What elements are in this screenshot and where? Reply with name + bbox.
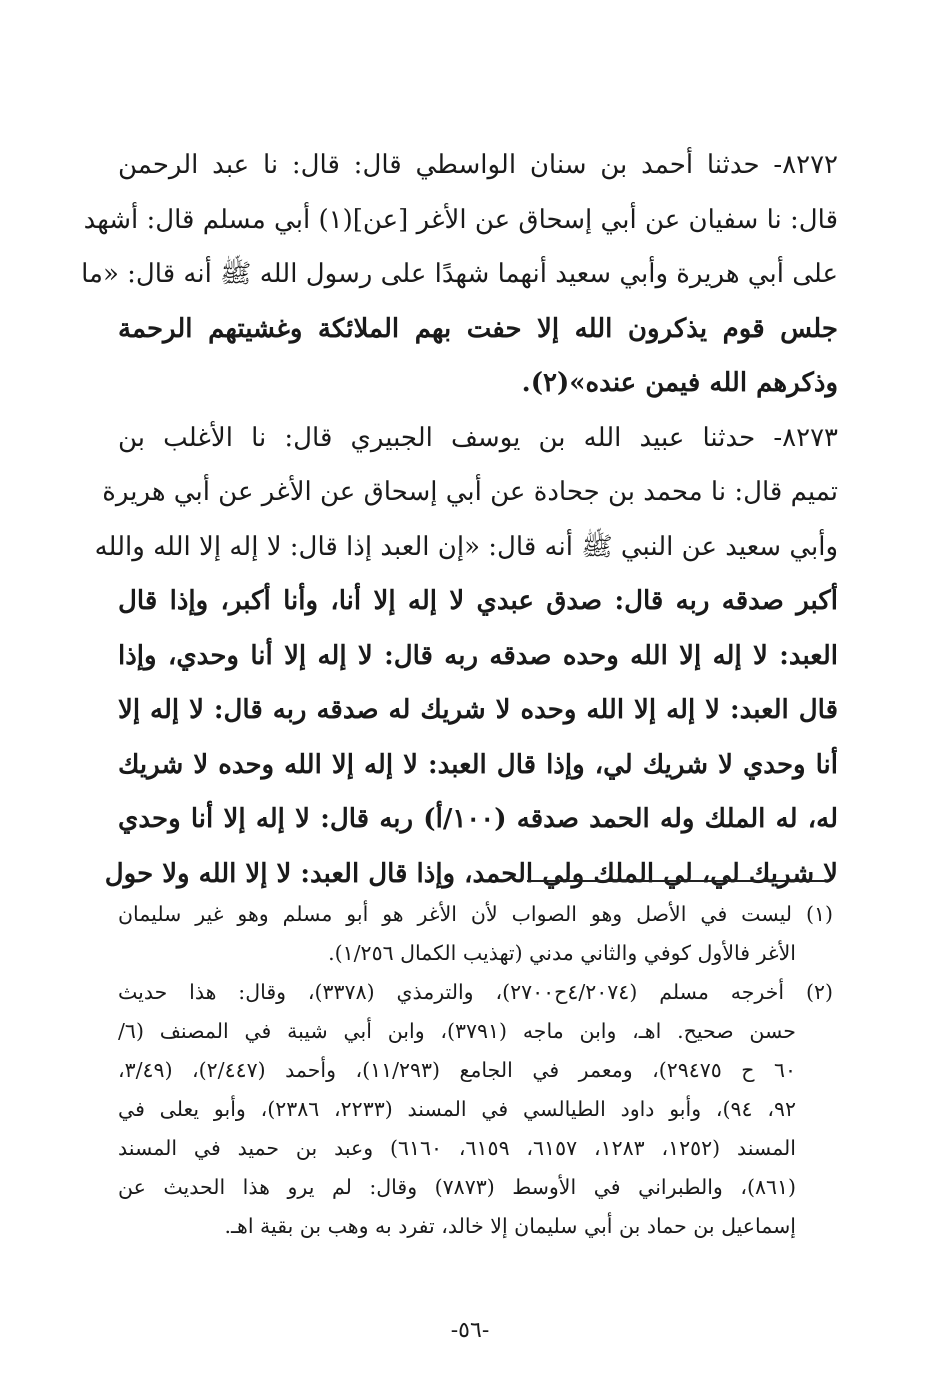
footnote-line: الأغر فالأول كوفي والثاني مدني (تهذيب الكمال ١/٢٥٦). (328, 941, 796, 965)
text-line: العبد: لا إله إلا الله وحده صدقه ربه قال: لا إله إلا أنا وحدي، وإذا (118, 640, 838, 671)
footnote-line: (٢) أخرجه مسلم (٤/٢٠٧٤ح٢٧٠٠)، والترمذي (٣٣٧٨)، وقال: هذا حديث (118, 980, 834, 1004)
text-line: جلس قوم يذكرون الله إلا حفت بهم الملائكة وغشيتهم الرحمة (118, 313, 838, 344)
text-line: تميم قال: نا محمد بن جحادة عن أبي إسحاق عن الأغر عن أبي هريرة (102, 477, 838, 507)
footnote-divider (527, 880, 827, 882)
footnote-line: (٨٦١)، والطبراني في الأوسط (٧٨٧٣) وقال: لم يرو هذا الحديث عن (118, 1175, 796, 1199)
footnotes (118, 895, 833, 1246)
text-line: وذكرهم الله فيمن عنده»(٢). (521, 368, 838, 398)
text-line: وأبي سعيد عن النبي ﷺ أنه قال: «إن العبد إذا قال: لا إله إلا الله والله (94, 531, 838, 562)
text-line: له، له الملك وله الحمد صدقه (١٠٠/أ) ربه قال: لا إله إلا أنا وحدي (118, 804, 838, 834)
footnote-line: حسن صحيح. اهـ، وابن ماجه (٣٧٩١)، وابن أبي شيبة في المصنف (٦/ (118, 1019, 796, 1043)
hadith-8273 (94, 411, 838, 902)
footnote-line: ٩٢، ٩٤)، وأبو داود الطيالسي في المسند (٢٢٣٣، ٢٣٨٦)، وأبو يعلى في (118, 1097, 796, 1121)
text-line: لا شريك لي، لي الملك ولي الحمد، وإذا قال العبد: لا إلا الله ولا حول (104, 858, 838, 889)
text-line: قال: نا سفيان عن أبي إسحاق عن الأغر [عن](١) أبي مسلم قال: أشهد (83, 204, 838, 235)
main-text (81, 138, 838, 901)
page-number: -٥٦- (450, 1318, 490, 1343)
footnote-1 (118, 895, 833, 973)
text-line: على أبي هريرة وأبي سعيد أنهما شهدًا على رسول الله ﷺ أنه قال: «ما (81, 259, 838, 289)
hadith-8272 (81, 138, 838, 411)
text-line: ٨٢٧٣- حدثنا عبيد الله بن يوسف الجبيري قال: نا الأغلب بن (118, 422, 838, 453)
text-line: أنا وحدي لا شريك لي، وإذا قال العبد: لا إله إلا الله وحده لا شريك (118, 749, 838, 780)
text-line: ٨٢٧٢- حدثنا أحمد بن سنان الواسطي قال: قال: نا عبد الرحمن (118, 150, 838, 180)
footnote-line: إسماعيل بن حماد بن أبي سليمان إلا خالد، تفرد به وهب بن بقية اهـ. (224, 1214, 796, 1238)
footnote-line: (١) ليست في الأصل وهو الصواب لأن الأغر هو أبو مسلم وهو غير سليمان (118, 902, 833, 926)
text-line: قال العبد: لا إله إلا الله وحده لا شريك له صدقه ربه قال: لا إله إلا (118, 695, 838, 725)
text-line: أكبر صدقه ربه قال: صدق عبدي لا إله إلا أنا، وأنا أكبر، وإذا قال (118, 586, 838, 616)
footnote-2 (118, 973, 833, 1246)
footnote-line: ٦٠ ح ٢٩٤٧٥)، ومعمر في الجامع (١١/٢٩٣)، وأحمد (٢/٤٤٧)، (٣/٤٩، (118, 1058, 796, 1082)
footnote-line: المسند (١٢٥٢، ١٢٨٣، ٦١٥٧، ٦١٥٩، ٦١٦٠) وعبد بن حميد في المسند (118, 1136, 796, 1160)
